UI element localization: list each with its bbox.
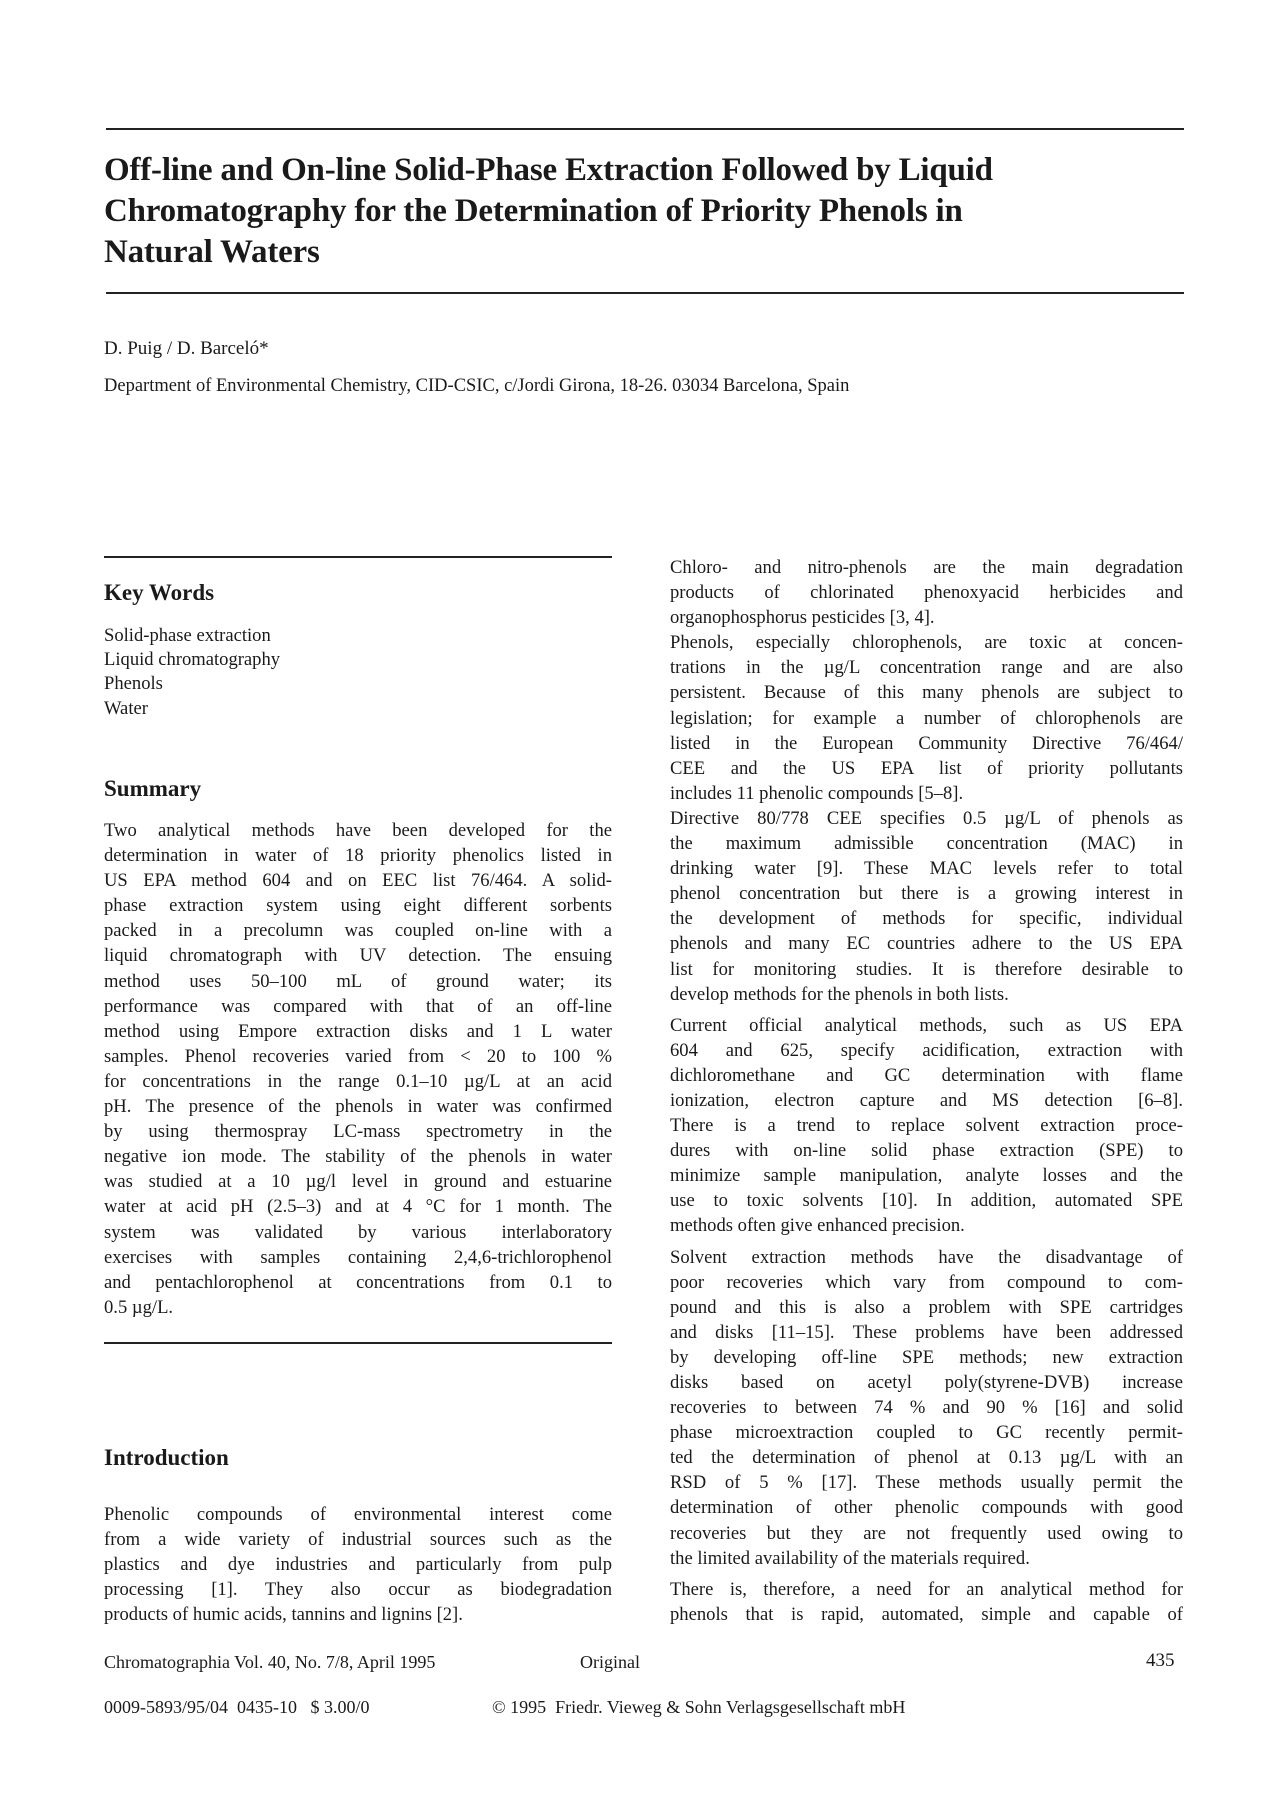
text-line: products of humic acids, tannins and lignins [2]. [104,1604,463,1626]
paragraph [670,806,1183,1007]
text-line: methods often give enhanced precision. [670,1215,965,1237]
text-line: phase extraction system using eight different sorbents [104,895,612,917]
text-line: listed in the European Community Directive 76/464/ [670,732,1183,754]
text-line: includes 11 phenolic compounds [5–8]. [670,782,964,804]
text-line: ionization, electron capture and MS detection [6–8]. [670,1089,1183,1111]
text-line: 0.5 µg/L. [104,1296,174,1318]
title-bottom-rule [106,292,1184,294]
text-line: negative ion mode. The stability of the phenols in water [104,1146,612,1168]
text-line: from a wide variety of industrial sources such as the [104,1529,612,1551]
text-line: dures with on-line solid phase extraction (SPE) to [670,1140,1183,1162]
title-line: Natural Waters [104,234,320,270]
text-line: phase microextraction coupled to GC recently permit- [670,1422,1183,1444]
text-line: plastics and dye industries and particularly from pulp [104,1554,612,1576]
introduction-heading: Introduction [104,1445,229,1470]
paragraph [670,630,1183,806]
text-line: drinking water [9]. These MAC levels refer to total [670,858,1183,880]
text-line: method uses 50–100 mL of ground water; its [104,970,612,992]
text-line: method using Empore extraction disks and 1 L water [104,1020,612,1042]
summary-heading: Summary [104,776,202,801]
text-line: disks based on acetyl poly(styrene-DVB) increase [670,1372,1183,1393]
text-line: for concentrations in the range 0.1–10 µg/L at an acid [104,1070,612,1092]
text-line: system was validated by various interlaboratory [104,1221,612,1243]
title-line: Chromatography for the Determination of Priority Phenols in [104,193,963,229]
text-line: phenols that is rapid, automated, simple and capable of [670,1603,1183,1625]
paragraph [670,1577,1183,1627]
page-number: 435 [1146,1650,1175,1671]
paragraph [104,1502,612,1627]
text-line: Chloro- and nitro-phenols are the main degradation [670,557,1183,578]
text-line: samples. Phenol recoveries varied from < 20 to 100 % [104,1045,612,1067]
copyright: © 1995 Friedr. Vieweg & Sohn Verlagsgesellschaft mbH [492,1697,906,1717]
text-line: Phenolic compounds of environmental interest come [104,1504,612,1525]
top-rule [106,128,1184,130]
text-line: the development of methods for specific, individual [670,908,1183,930]
journal-citation: Chromatographia Vol. 40, No. 7/8, April 1995 [104,1652,436,1672]
text-line: by developing off-line SPE methods; new extraction [670,1346,1183,1368]
article-type: Original [580,1652,640,1672]
text-line: by using thermospray LC-mass spectrometry in the [104,1121,612,1143]
text-line: was studied at a 10 µg/l level in ground and estuarine [104,1171,612,1193]
right-column-body [670,555,1183,1627]
keywords-list [104,624,280,721]
text-line: recoveries to between 74 % and 90 % [16] and solid [670,1397,1183,1419]
article-title [104,150,1194,273]
text-line: performance was compared with that of an off-line [104,995,612,1017]
keyword-item: Water [104,697,148,719]
text-line: determination of other phenolic compounds with good [670,1497,1183,1519]
text-line: There is a trend to replace solvent extraction proce- [670,1115,1183,1137]
text-line: ted the determination of phenol at 0.13 µg/L with an [670,1447,1183,1469]
article-code: 0009-5893/95/04 0435-10 $ 3.00/0 [104,1697,370,1717]
keyword-item: Solid-phase extraction [104,625,271,646]
text-line: recoveries but they are not frequently used owing to [670,1522,1183,1544]
text-line: 604 and 625, specify acidification, extraction with [670,1039,1183,1061]
text-line: trations in the µg/L concentration range and are also [670,657,1183,679]
text-line: exercises with samples containing 2,4,6-trichlorophenol [104,1246,612,1268]
text-line: Current official analytical methods, such as US EPA [670,1014,1183,1036]
keyword-item: Liquid chromatography [104,649,281,671]
text-line: CEE and the US EPA list of priority pollutants [670,757,1183,779]
summary-body [104,818,612,1320]
text-line: the limited availability of the materials required. [670,1547,1030,1569]
text-line: pH. The presence of the phenols in water was confirmed [104,1096,612,1118]
text-line: RSD of 5 % [17]. These methods usually permit the [670,1472,1183,1494]
text-line: There is, therefore, a need for an analytical method for [670,1578,1183,1600]
text-line: list for monitoring studies. It is therefore desirable to [670,958,1183,980]
paragraph [670,1245,1183,1571]
summary-bottom-rule [104,1342,612,1344]
text-line: US EPA method 604 and on EEC list 76/464. A solid- [104,870,612,892]
text-line: and pentachlorophenol at concentrations from 0.1 to [104,1271,612,1293]
text-line: products of chlorinated phenoxyacid herbicides and [670,582,1183,604]
text-line: legislation; for example a number of chlorophenols are [670,707,1183,729]
text-line: poor recoveries which vary from compound to com- [670,1271,1183,1293]
text-line: phenol concentration but there is a growing interest in [670,883,1183,905]
title-line: Off-line and On-line Solid-Phase Extraction Followed by Liquid [104,152,993,188]
text-line: water at acid pH (2.5–3) and at 4 °C for 1 month. The [104,1196,612,1218]
text-line: liquid chromatograph with UV detection. The ensuing [104,945,612,967]
paragraph [670,1013,1183,1239]
text-line: Solvent extraction methods have the disadvantage of [670,1246,1183,1268]
text-line: use to toxic solvents [10]. In addition, automated SPE [670,1190,1183,1212]
keywords-heading: Key Words [104,580,215,605]
text-line: pound and this is also a problem with SPE cartridges [670,1296,1183,1318]
keyword-item: Phenols [104,673,163,695]
text-line: organophosphorus pesticides [3, 4]. [670,607,935,629]
text-line: phenols and many EC countries adhere to the US EPA [670,933,1183,955]
paragraph [104,818,612,1320]
paragraph [670,555,1183,630]
text-line: Two analytical methods have been developed for the [104,820,612,841]
affiliation: Department of Environmental Chemistry, CID-CSIC, c/Jordi Girona, 18-26. 03034 Barcelona, Spain [104,376,850,396]
text-line: determination in water of 18 priority phenolics listed in [104,845,612,867]
text-line: develop methods for the phenols in both lists. [670,983,1009,1005]
text-line: persistent. Because of this many phenols are subject to [670,682,1183,704]
text-line: dichloromethane and GC determination with flame [670,1064,1183,1086]
text-line: Phenols, especially chlorophenols, are toxic at concen- [670,632,1183,654]
text-line: the maximum admissible concentration (MAC) in [670,833,1183,855]
text-line: and disks [11–15]. These problems have been addressed [670,1321,1183,1343]
text-line: packed in a precolumn was coupled on-line with a [104,920,612,942]
text-line: Directive 80/778 CEE specifies 0.5 µg/L of phenols as [670,807,1183,829]
authors: D. Puig / D. Barceló* [104,338,269,359]
text-line: minimize sample manipulation, analyte losses and the [670,1165,1183,1187]
keywords-top-rule [104,556,612,558]
introduction-body [104,1502,612,1627]
text-line: processing [1]. They also occur as biodegradation [104,1579,612,1601]
